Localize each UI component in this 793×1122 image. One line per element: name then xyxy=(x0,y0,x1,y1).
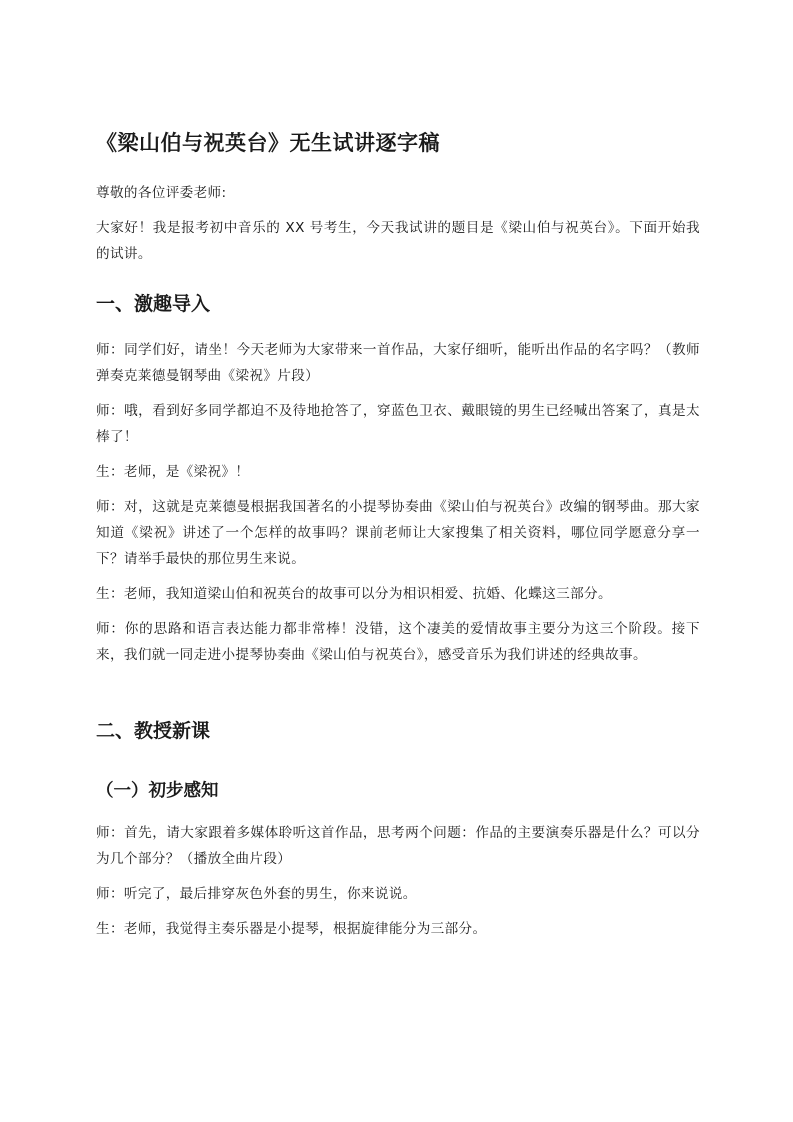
dialogue-paragraph: 师：首先，请大家跟着多媒体聆听这首作品，思考两个问题：作品的主要演奏乐器是什么？可以分为几个部分？（播放全曲片段） xyxy=(96,825,700,867)
dialogue-paragraph: 师：你的思路和语言表达能力都非常棒！没错，这个凄美的爱情故事主要分为这三个阶段。接下来，我们就一同走进小提琴协奏曲《梁山伯与祝英台》，感受音乐为我们讲述的经典故事。 xyxy=(96,621,700,663)
dialogue-paragraph: 生：老师，我知道梁山伯和祝英台的故事可以分为相识相爱、抗婚、化蝶这三部分。 xyxy=(96,586,612,602)
section-heading-lead-in: 一、激趣导入 xyxy=(96,293,211,315)
dialogue-paragraph: 师：哦，看到好多同学都迫不及待地抢答了，穿蓝色卫衣、戴眼镜的男生已经喊出答案了，真是太棒了！ xyxy=(96,403,700,445)
dialogue-paragraph: 师：听完了，最后排穿灰色外套的男生，你来说说。 xyxy=(96,886,417,902)
document-title: 《梁山伯与祝英台》无生试讲逐字稿 xyxy=(96,131,440,155)
dialogue-paragraph: 师：对，这就是克莱德曼根据我国著名的小提琴协奏曲《梁山伯与祝英台》改编的钢琴曲。那大家知道《梁祝》讲述了一个怎样的故事吗？课前老师让大家搜集了相关资料，哪位同学愿意分享一下？请举手最快的那位男生来说。 xyxy=(96,499,700,567)
intro-paragraph: 大家好！我是报考初中音乐的 XX 号考生，今天我试讲的题目是《梁山伯与祝英台》。下面开始我的试讲。 xyxy=(96,220,700,262)
section-heading-new-lesson: 二、教授新课 xyxy=(96,720,211,742)
subsection-heading-initial-perception: （一）初步感知 xyxy=(96,781,219,801)
dialogue-paragraph: 生：老师，我觉得主奏乐器是小提琴，根据旋律能分为三部分。 xyxy=(96,921,487,937)
document-body xyxy=(96,126,700,951)
dialogue-paragraph: 生：老师，是《梁祝》！ xyxy=(96,464,250,480)
dialogue-paragraph: 师：同学们好，请坐！今天老师为大家带来一首作品，大家仔细听，能听出作品的名字吗？（教师弹奏克莱德曼钢琴曲《梁祝》片段） xyxy=(96,342,700,384)
greeting: 尊敬的各位评委老师: xyxy=(96,185,227,201)
